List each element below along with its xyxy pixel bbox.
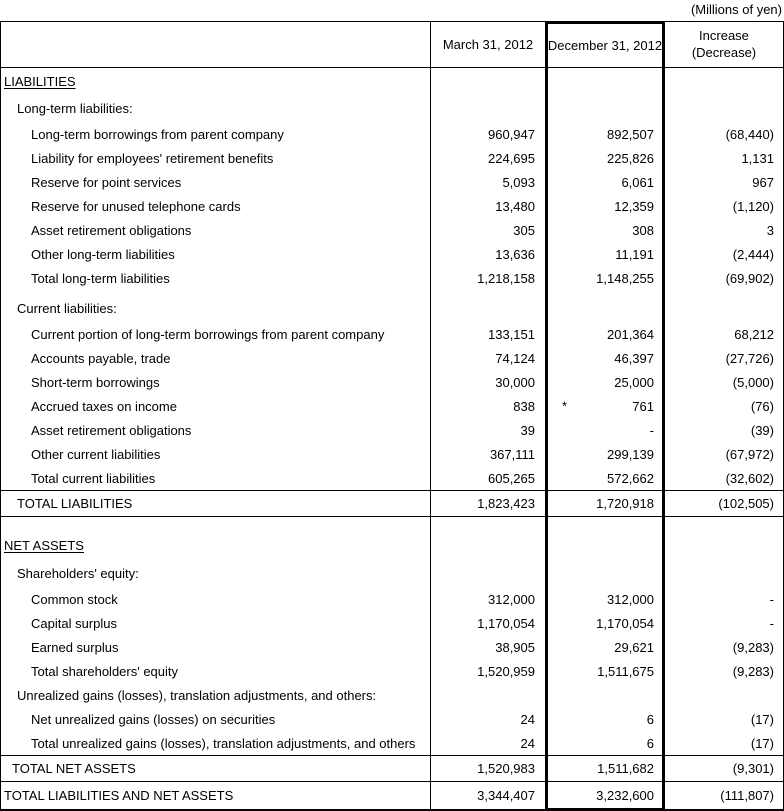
value-increase-value: (32,602) bbox=[725, 470, 774, 486]
row-label: Capital surplus bbox=[31, 615, 117, 631]
row-label: Reserve for unused telephone cards bbox=[31, 198, 241, 214]
table-row bbox=[1, 755, 783, 782]
value-march bbox=[430, 68, 545, 94]
value-increase bbox=[665, 442, 783, 466]
value-increase bbox=[665, 94, 783, 122]
value-march bbox=[430, 587, 545, 611]
value-increase-value: 967 bbox=[752, 174, 774, 190]
value-december-value: 1,170,054 bbox=[596, 615, 654, 631]
value-march-value: 367,111 bbox=[489, 446, 535, 462]
value-december-value: 6 bbox=[646, 735, 654, 751]
row-label: Long-term borrowings from parent company bbox=[31, 126, 284, 142]
row-label: Current liabilities: bbox=[17, 301, 117, 316]
value-march-value: 305 bbox=[513, 222, 535, 238]
value-increase bbox=[665, 517, 783, 559]
value-march bbox=[430, 756, 545, 781]
row-label: Long-term liabilities: bbox=[17, 101, 133, 116]
value-december-value: 201,364 bbox=[607, 326, 654, 342]
value-march bbox=[430, 782, 545, 809]
value-increase bbox=[665, 194, 783, 218]
value-december bbox=[545, 266, 665, 290]
value-march-value: 74,124 bbox=[495, 350, 535, 366]
value-december bbox=[545, 707, 665, 731]
row-label: Other current liabilities bbox=[31, 446, 161, 462]
value-increase bbox=[665, 418, 783, 442]
row-label: Common stock bbox=[31, 591, 118, 607]
value-march bbox=[430, 170, 545, 194]
value-march bbox=[430, 559, 545, 587]
value-december bbox=[545, 442, 665, 466]
table-row bbox=[1, 635, 783, 659]
value-increase-value: (9,283) bbox=[732, 663, 774, 679]
table-row bbox=[1, 170, 783, 194]
value-increase bbox=[665, 394, 783, 418]
row-label: TOTAL LIABILITIES bbox=[17, 496, 133, 511]
value-march bbox=[430, 442, 545, 466]
value-december-value: 29,621 bbox=[614, 639, 654, 655]
table-header-row bbox=[1, 22, 783, 68]
row-label: Total long-term liabilities bbox=[31, 270, 170, 286]
row-label: LIABILITIES bbox=[4, 73, 76, 89]
value-december-value: 46,397 bbox=[614, 350, 654, 366]
value-december-value: 1,511,682 bbox=[597, 761, 654, 776]
value-increase bbox=[665, 218, 783, 242]
value-march bbox=[430, 517, 545, 559]
table-row bbox=[1, 442, 783, 466]
value-increase-value: (17) bbox=[750, 735, 774, 751]
value-increase-value: - bbox=[769, 615, 774, 631]
value-march-value: 1,170,054 bbox=[477, 615, 535, 631]
value-increase-value: (76) bbox=[750, 398, 774, 414]
value-december bbox=[545, 394, 665, 418]
value-increase-value: - bbox=[769, 591, 774, 607]
table-row bbox=[1, 322, 783, 346]
table-row bbox=[1, 122, 783, 146]
value-december bbox=[545, 122, 665, 146]
value-increase-value: 68,212 bbox=[734, 326, 774, 342]
table-row bbox=[1, 707, 783, 731]
value-march bbox=[430, 266, 545, 290]
value-increase bbox=[665, 491, 783, 516]
table-row bbox=[1, 370, 783, 394]
value-december-value: 308 bbox=[632, 222, 654, 238]
table-row bbox=[1, 266, 783, 290]
row-label: Asset retirement obligations bbox=[31, 222, 192, 238]
value-march-value: 24 bbox=[520, 735, 535, 751]
value-march-value: 38,905 bbox=[495, 639, 535, 655]
value-december bbox=[545, 194, 665, 218]
row-label: Other long-term liabilities bbox=[31, 246, 175, 262]
value-december bbox=[545, 635, 665, 659]
value-march bbox=[430, 635, 545, 659]
value-increase-value: (27,726) bbox=[725, 350, 774, 366]
row-label: Reserve for point services bbox=[31, 174, 182, 190]
table-row bbox=[1, 194, 783, 218]
value-december bbox=[545, 466, 665, 490]
value-increase bbox=[665, 659, 783, 683]
value-march bbox=[430, 94, 545, 122]
value-increase bbox=[665, 683, 783, 707]
value-march bbox=[430, 194, 545, 218]
value-increase bbox=[665, 370, 783, 394]
value-december bbox=[545, 683, 665, 707]
col-header-empty bbox=[1, 22, 430, 67]
table-row bbox=[1, 490, 783, 517]
value-december bbox=[545, 782, 665, 809]
value-march bbox=[430, 611, 545, 635]
row-label: Accrued taxes on income bbox=[31, 398, 177, 414]
table-row bbox=[1, 218, 783, 242]
table-row bbox=[1, 659, 783, 683]
value-december bbox=[545, 68, 665, 94]
footnote-asterisk: * bbox=[562, 398, 568, 414]
table-row bbox=[1, 559, 783, 587]
value-increase bbox=[665, 466, 783, 490]
value-march bbox=[430, 242, 545, 266]
value-december-value: 3,232,600 bbox=[596, 787, 654, 803]
value-march bbox=[430, 466, 545, 490]
value-increase-value: (111,807) bbox=[720, 788, 774, 803]
value-december-value: 6,061 bbox=[621, 174, 654, 190]
value-increase-value: (69,902) bbox=[725, 270, 774, 286]
value-increase-value: (2,444) bbox=[732, 246, 774, 262]
value-march-value: 1,218,158 bbox=[477, 270, 535, 286]
value-december bbox=[545, 517, 665, 559]
table-row bbox=[1, 782, 783, 809]
row-label: Current portion of long-term borrowings from parent company bbox=[31, 326, 385, 342]
row-label: Shareholders' equity: bbox=[17, 566, 139, 581]
row-label: TOTAL NET ASSETS bbox=[12, 761, 136, 776]
table-body bbox=[1, 68, 783, 809]
value-march-value: 133,151 bbox=[488, 326, 535, 342]
value-december-value: - bbox=[649, 422, 654, 438]
col-header-december-label: December 31, 2012 bbox=[547, 38, 663, 53]
value-march-value: 960,947 bbox=[488, 126, 535, 142]
value-increase bbox=[665, 559, 783, 587]
value-december bbox=[545, 218, 665, 242]
row-label: Short-term borrowings bbox=[31, 374, 160, 390]
value-march bbox=[430, 659, 545, 683]
table-row bbox=[1, 587, 783, 611]
row-label: TOTAL LIABILITIES AND NET ASSETS bbox=[4, 788, 234, 803]
value-march-value: 13,480 bbox=[495, 198, 535, 214]
value-december bbox=[545, 94, 665, 122]
value-march bbox=[430, 290, 545, 322]
value-march-value: 30,000 bbox=[495, 374, 535, 390]
value-increase-value: (1,120) bbox=[732, 198, 774, 214]
value-december bbox=[545, 731, 665, 755]
value-increase-value: (39) bbox=[750, 422, 774, 438]
table-row bbox=[1, 731, 783, 755]
value-december-value: 761 bbox=[632, 398, 654, 414]
table-row bbox=[1, 418, 783, 442]
value-march-value: 1,823,423 bbox=[477, 496, 535, 511]
value-december bbox=[545, 756, 665, 781]
table-row bbox=[1, 68, 783, 94]
table-row bbox=[1, 346, 783, 370]
value-december-value: 1,511,675 bbox=[597, 663, 654, 679]
value-march bbox=[430, 418, 545, 442]
value-december-value: 225,826 bbox=[607, 150, 654, 166]
value-december-value: 11,191 bbox=[615, 246, 654, 262]
value-march-value: 312,000 bbox=[488, 591, 535, 607]
value-increase bbox=[665, 635, 783, 659]
value-december bbox=[545, 418, 665, 442]
value-march-value: 39 bbox=[520, 422, 535, 438]
table-row bbox=[1, 466, 783, 490]
value-december bbox=[545, 559, 665, 587]
table-row bbox=[1, 94, 783, 122]
value-march-value: 5,093 bbox=[502, 174, 535, 190]
value-march-value: 3,344,407 bbox=[477, 788, 535, 803]
row-label: Net unrealized gains (losses) on securities bbox=[31, 711, 276, 727]
value-increase-value: (5,000) bbox=[732, 374, 774, 390]
value-march-value: 838 bbox=[513, 398, 535, 414]
value-increase bbox=[665, 611, 783, 635]
value-march bbox=[430, 322, 545, 346]
value-increase bbox=[665, 756, 783, 781]
table-row bbox=[1, 683, 783, 707]
value-december bbox=[545, 491, 665, 516]
value-march bbox=[430, 346, 545, 370]
value-increase bbox=[665, 242, 783, 266]
value-december bbox=[545, 242, 665, 266]
balance-sheet-table bbox=[0, 21, 784, 811]
value-december-value: 6 bbox=[646, 711, 654, 727]
value-increase-value: (102,505) bbox=[718, 496, 774, 511]
value-increase bbox=[665, 782, 783, 809]
table-row bbox=[1, 517, 783, 559]
value-december-value: 572,662 bbox=[607, 470, 654, 486]
value-march-value: 224,695 bbox=[488, 150, 535, 166]
value-increase-value: 1,131 bbox=[741, 150, 774, 166]
value-march bbox=[430, 683, 545, 707]
row-label: NET ASSETS bbox=[4, 538, 84, 553]
units-note: (Millions of yen) bbox=[690, 2, 782, 17]
value-december bbox=[545, 611, 665, 635]
value-december bbox=[545, 146, 665, 170]
row-label: Unrealized gains (losses), translation adjustments, and others: bbox=[17, 687, 377, 703]
value-increase bbox=[665, 68, 783, 94]
value-december-value: 892,507 bbox=[607, 126, 654, 142]
value-december bbox=[545, 659, 665, 683]
value-march-value: 1,520,983 bbox=[477, 761, 535, 776]
row-label: Total current liabilities bbox=[31, 470, 156, 486]
value-march bbox=[430, 731, 545, 755]
row-label: Total shareholders' equity bbox=[31, 663, 179, 679]
value-increase bbox=[665, 731, 783, 755]
value-increase bbox=[665, 290, 783, 322]
value-march bbox=[430, 394, 545, 418]
table-row bbox=[1, 290, 783, 322]
value-increase bbox=[665, 266, 783, 290]
value-march bbox=[430, 491, 545, 516]
row-label: Asset retirement obligations bbox=[31, 422, 192, 438]
value-increase bbox=[665, 322, 783, 346]
value-increase bbox=[665, 170, 783, 194]
value-increase bbox=[665, 587, 783, 611]
table-row bbox=[1, 394, 783, 418]
value-increase bbox=[665, 122, 783, 146]
value-december-value: 312,000 bbox=[607, 591, 654, 607]
value-increase-value: (67,972) bbox=[725, 446, 774, 462]
value-march-value: 605,265 bbox=[488, 470, 535, 486]
value-december bbox=[545, 170, 665, 194]
value-increase bbox=[665, 346, 783, 370]
table-row bbox=[1, 146, 783, 170]
value-december-value: 299,139 bbox=[607, 446, 654, 462]
col-header-december bbox=[545, 22, 665, 67]
row-label: Earned surplus bbox=[31, 639, 119, 655]
value-december-value: 12,359 bbox=[614, 198, 654, 214]
value-march bbox=[430, 218, 545, 242]
value-increase-value: (9,301) bbox=[732, 761, 774, 776]
value-december-value: 25,000 bbox=[614, 374, 654, 390]
value-december bbox=[545, 322, 665, 346]
value-increase-value: (68,440) bbox=[725, 126, 774, 142]
table-row bbox=[1, 242, 783, 266]
value-increase bbox=[665, 146, 783, 170]
value-increase bbox=[665, 707, 783, 731]
value-december bbox=[545, 587, 665, 611]
row-label: Liability for employees' retirement benefits bbox=[31, 150, 274, 166]
value-december-value: 1,148,255 bbox=[596, 270, 654, 286]
value-december bbox=[545, 290, 665, 322]
value-december bbox=[545, 346, 665, 370]
value-increase-value: 3 bbox=[766, 222, 774, 238]
value-december bbox=[545, 370, 665, 394]
row-label: Total unrealized gains (losses), translation adjustments, and others bbox=[31, 735, 416, 751]
value-december-value: 1,720,918 bbox=[596, 496, 654, 511]
value-increase-value: (17) bbox=[750, 711, 774, 727]
col-header-increase bbox=[665, 22, 783, 67]
table-row bbox=[1, 611, 783, 635]
value-march-value: 1,520,959 bbox=[477, 663, 535, 679]
value-march bbox=[430, 122, 545, 146]
value-march-value: 24 bbox=[520, 711, 535, 727]
value-march bbox=[430, 370, 545, 394]
value-march bbox=[430, 146, 545, 170]
value-increase-value: (9,283) bbox=[732, 639, 774, 655]
col-header-march bbox=[430, 22, 545, 67]
row-label: Accounts payable, trade bbox=[31, 350, 171, 366]
col-header-march-label: March 31, 2012 bbox=[442, 37, 534, 52]
value-march-value: 13,636 bbox=[495, 246, 535, 262]
col-header-increase-label: Increase (Decrease) bbox=[691, 27, 757, 60]
value-march bbox=[430, 707, 545, 731]
